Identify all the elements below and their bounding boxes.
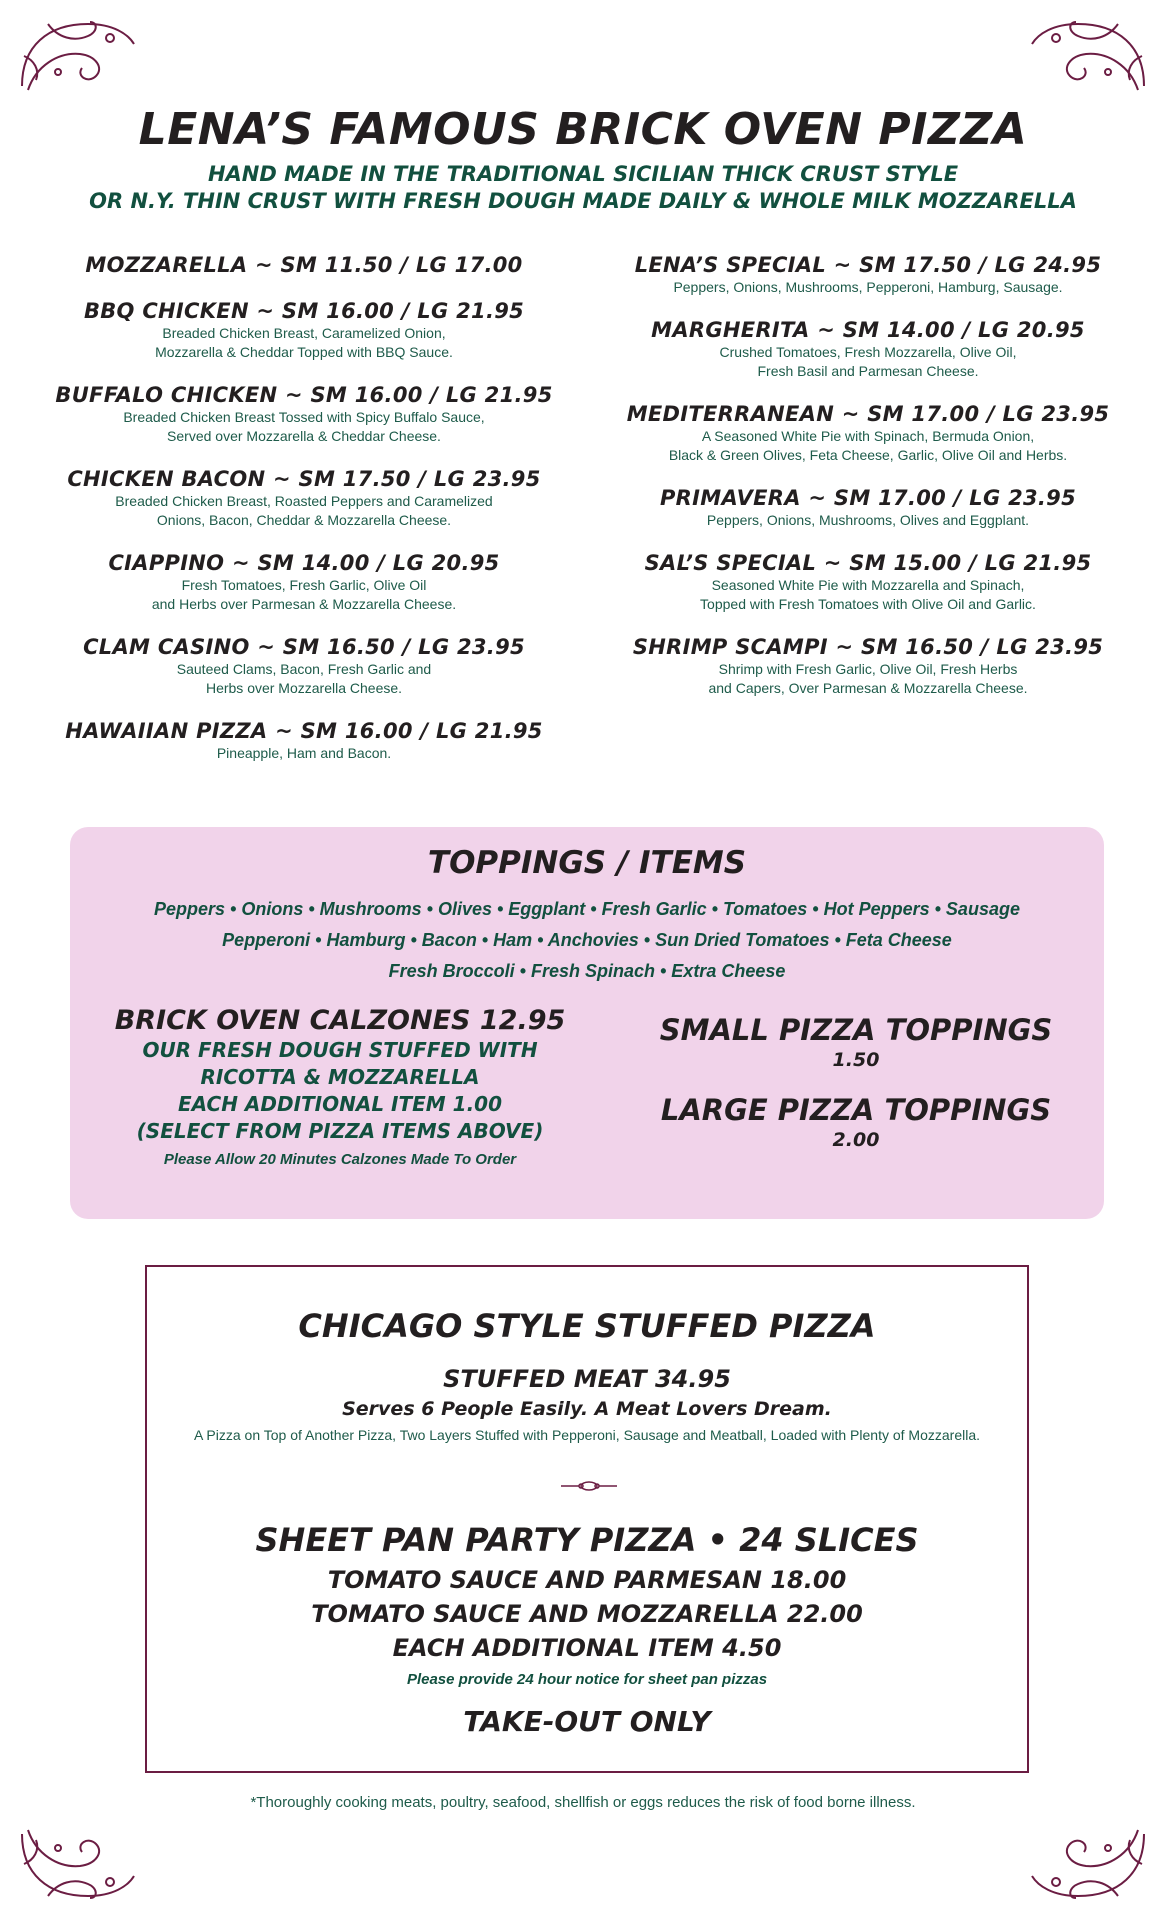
sheet-pan-line: EACH ADDITIONAL ITEM 4.50 bbox=[392, 1634, 782, 1662]
sheet-pan-line: TOMATO SAUCE AND PARMESAN 18.00 bbox=[327, 1566, 847, 1594]
small-toppings-price: 1.50 bbox=[832, 1049, 880, 1071]
item-description: Topped with Fresh Tomatoes with Olive Oil and Garlic. bbox=[700, 596, 1036, 612]
item-description: Served over Mozzarella & Cheddar Cheese. bbox=[167, 428, 441, 444]
stuffed-description: A Pizza on Top of Another Pizza, Two Layers Stuffed with Pepperoni, Sausage and Meatball, Loaded with Plenty of Mozzarella. bbox=[193, 1427, 981, 1443]
item-description: Sauteed Clams, Bacon, Fresh Garlic and bbox=[176, 661, 432, 677]
item-description: Herbs over Mozzarella Cheese. bbox=[205, 680, 403, 696]
menu-subtitle bbox=[0, 161, 1166, 215]
item-description: A Seasoned White Pie with Spinach, Bermuda Onion, bbox=[701, 428, 1035, 444]
item-name: MARGHERITA ~ SM 14.00 / LG 20.95 bbox=[651, 318, 1085, 342]
subtitle-line: OR N.Y. THIN CRUST WITH FRESH DOUGH MADE DAILY & WHOLE MILK MOZZARELLA bbox=[89, 189, 1077, 213]
calzones-line: OUR FRESH DOUGH STUFFED WITH bbox=[142, 1038, 538, 1062]
item-description: Breaded Chicken Breast, Caramelized Onion, bbox=[162, 325, 446, 341]
item-description: Crushed Tomatoes, Fresh Mozzarella, Olive Oil, bbox=[719, 344, 1017, 360]
calzones-line: RICOTTA & MOZZARELLA bbox=[200, 1065, 480, 1089]
item-name: BUFFALO CHICKEN ~ SM 16.00 / LG 21.95 bbox=[55, 383, 553, 407]
calzones-line: (SELECT FROM PIZZA ITEMS ABOVE) bbox=[136, 1119, 544, 1143]
sheet-pan-note: Please provide 24 hour notice for sheet pan pizzas bbox=[406, 1671, 768, 1688]
menu-title: LENA’S FAMOUS BRICK OVEN PIZZA bbox=[138, 104, 1028, 155]
item-name: PRIMAVERA ~ SM 17.00 / LG 23.95 bbox=[659, 486, 1077, 510]
flourish-ornament-icon bbox=[18, 16, 138, 96]
menu-item bbox=[598, 550, 1138, 614]
calzones-note: Please Allow 20 Minutes Calzones Made To Order bbox=[163, 1151, 517, 1168]
menu-item bbox=[34, 298, 574, 362]
menu-item bbox=[34, 252, 574, 278]
sheet-pan-line: TOMATO SAUCE AND MOZZARELLA 22.00 bbox=[311, 1600, 863, 1628]
item-name: BBQ CHICKEN ~ SM 16.00 / LG 21.95 bbox=[83, 299, 525, 323]
item-name: SHRIMP SCAMPI ~ SM 16.50 / LG 23.95 bbox=[632, 635, 1104, 659]
item-name: MEDITERRANEAN ~ SM 17.00 / LG 23.95 bbox=[626, 402, 1110, 426]
item-description: Peppers, Onions, Mushrooms, Pepperoni, Hamburg, Sausage. bbox=[673, 279, 1063, 295]
flourish-ornament-icon bbox=[1028, 16, 1148, 96]
calzones-line: EACH ADDITIONAL ITEM 1.00 bbox=[178, 1092, 502, 1116]
item-description: Black & Green Olives, Feta Cheese, Garlic, Olive Oil and Herbs. bbox=[668, 447, 1068, 463]
item-description: Breaded Chicken Breast, Roasted Peppers and Caramelized bbox=[115, 493, 493, 509]
item-description: Breaded Chicken Breast Tossed with Spicy Buffalo Sauce, bbox=[123, 409, 485, 425]
calzones-section bbox=[90, 1005, 590, 1168]
menu-header bbox=[0, 104, 1166, 215]
item-description: Fresh Tomatoes, Fresh Garlic, Olive Oil bbox=[181, 577, 427, 593]
item-description: Fresh Basil and Parmesan Cheese. bbox=[757, 363, 979, 379]
small-toppings-label: SMALL PIZZA TOPPINGS bbox=[659, 1013, 1053, 1047]
item-name: CLAM CASINO ~ SM 16.50 / LG 23.95 bbox=[83, 635, 525, 659]
menu-item bbox=[598, 401, 1138, 465]
item-description: Shrimp with Fresh Garlic, Olive Oil, Fresh Herbs bbox=[718, 661, 1018, 677]
calzones-title: BRICK OVEN CALZONES 12.95 bbox=[114, 1005, 566, 1036]
pizza-list-left bbox=[34, 252, 574, 783]
item-description: Peppers, Onions, Mushrooms, Olives and Eggplant. bbox=[706, 512, 1030, 528]
specialty-pizza-box bbox=[145, 1265, 1029, 1773]
toppings-panel bbox=[70, 827, 1104, 1219]
menu-item bbox=[598, 485, 1138, 530]
item-name: MOZZARELLA ~ SM 11.50 / LG 17.00 bbox=[85, 253, 523, 277]
toppings-line: Peppers • Onions • Mushrooms • Olives • Eggplant • Fresh Garlic • Tomatoes • Hot Peppers • Sausage bbox=[154, 899, 1020, 919]
item-name: CHICKEN BACON ~ SM 17.50 / LG 23.95 bbox=[67, 467, 541, 491]
divider-ornament-icon bbox=[559, 1479, 619, 1493]
item-description: Seasoned White Pie with Mozzarella and Spinach, bbox=[711, 577, 1025, 593]
health-footnote: *Thoroughly cooking meats, poultry, seafood, shellfish or eggs reduces the risk of food borne illness. bbox=[250, 1794, 916, 1811]
item-name: LENA’S SPECIAL ~ SM 17.50 / LG 24.95 bbox=[634, 253, 1102, 277]
topping-prices bbox=[626, 1013, 1086, 1173]
sheet-pan-prices bbox=[147, 1563, 1027, 1665]
menu-item bbox=[598, 252, 1138, 297]
large-toppings-label: LARGE PIZZA TOPPINGS bbox=[660, 1093, 1052, 1127]
menu-item bbox=[598, 634, 1138, 698]
toppings-line: Fresh Broccoli • Fresh Spinach • Extra Cheese bbox=[388, 961, 786, 981]
item-description: and Capers, Over Parmesan & Mozzarella Cheese. bbox=[708, 680, 1028, 696]
sheet-pan-title: SHEET PAN PARTY PIZZA • 24 SLICES bbox=[255, 1521, 919, 1559]
pizza-list-right bbox=[598, 252, 1138, 718]
item-name: CIAPPINO ~ SM 14.00 / LG 20.95 bbox=[108, 551, 500, 575]
item-description: Onions, Bacon, Cheddar & Mozzarella Cheese. bbox=[156, 512, 452, 528]
item-description: Mozzarella & Cheddar Topped with BBQ Sauce. bbox=[155, 344, 453, 360]
menu-item bbox=[34, 466, 574, 530]
stuffed-meat-price: STUFFED MEAT 34.95 bbox=[443, 1365, 731, 1393]
flourish-ornament-icon bbox=[1028, 1824, 1148, 1904]
item-description: and Herbs over Parmesan & Mozzarella Cheese. bbox=[151, 596, 457, 612]
item-name: SAL’S SPECIAL ~ SM 15.00 / LG 21.95 bbox=[644, 551, 1092, 575]
menu-item bbox=[34, 634, 574, 698]
flourish-ornament-icon bbox=[18, 1824, 138, 1904]
stuffed-serves: Serves 6 People Easily. A Meat Lovers Dream. bbox=[342, 1398, 832, 1420]
menu-item bbox=[34, 382, 574, 446]
large-toppings-price: 2.00 bbox=[832, 1129, 880, 1151]
menu-item bbox=[34, 718, 574, 763]
takeout-only-label: TAKE-OUT ONLY bbox=[463, 1705, 711, 1738]
menu-item bbox=[34, 550, 574, 614]
item-name: HAWAIIAN PIZZA ~ SM 16.00 / LG 21.95 bbox=[65, 719, 543, 743]
toppings-list bbox=[70, 894, 1104, 987]
chicago-title: CHICAGO STYLE STUFFED PIZZA bbox=[298, 1307, 876, 1345]
toppings-title: TOPPINGS / ITEMS bbox=[427, 845, 747, 881]
subtitle-line: HAND MADE IN THE TRADITIONAL SICILIAN THICK CRUST STYLE bbox=[207, 162, 959, 186]
item-description: Pineapple, Ham and Bacon. bbox=[216, 745, 392, 761]
toppings-line: Pepperoni • Hamburg • Bacon • Ham • Anchovies • Sun Dried Tomatoes • Feta Cheese bbox=[222, 930, 952, 950]
menu-item bbox=[598, 317, 1138, 381]
